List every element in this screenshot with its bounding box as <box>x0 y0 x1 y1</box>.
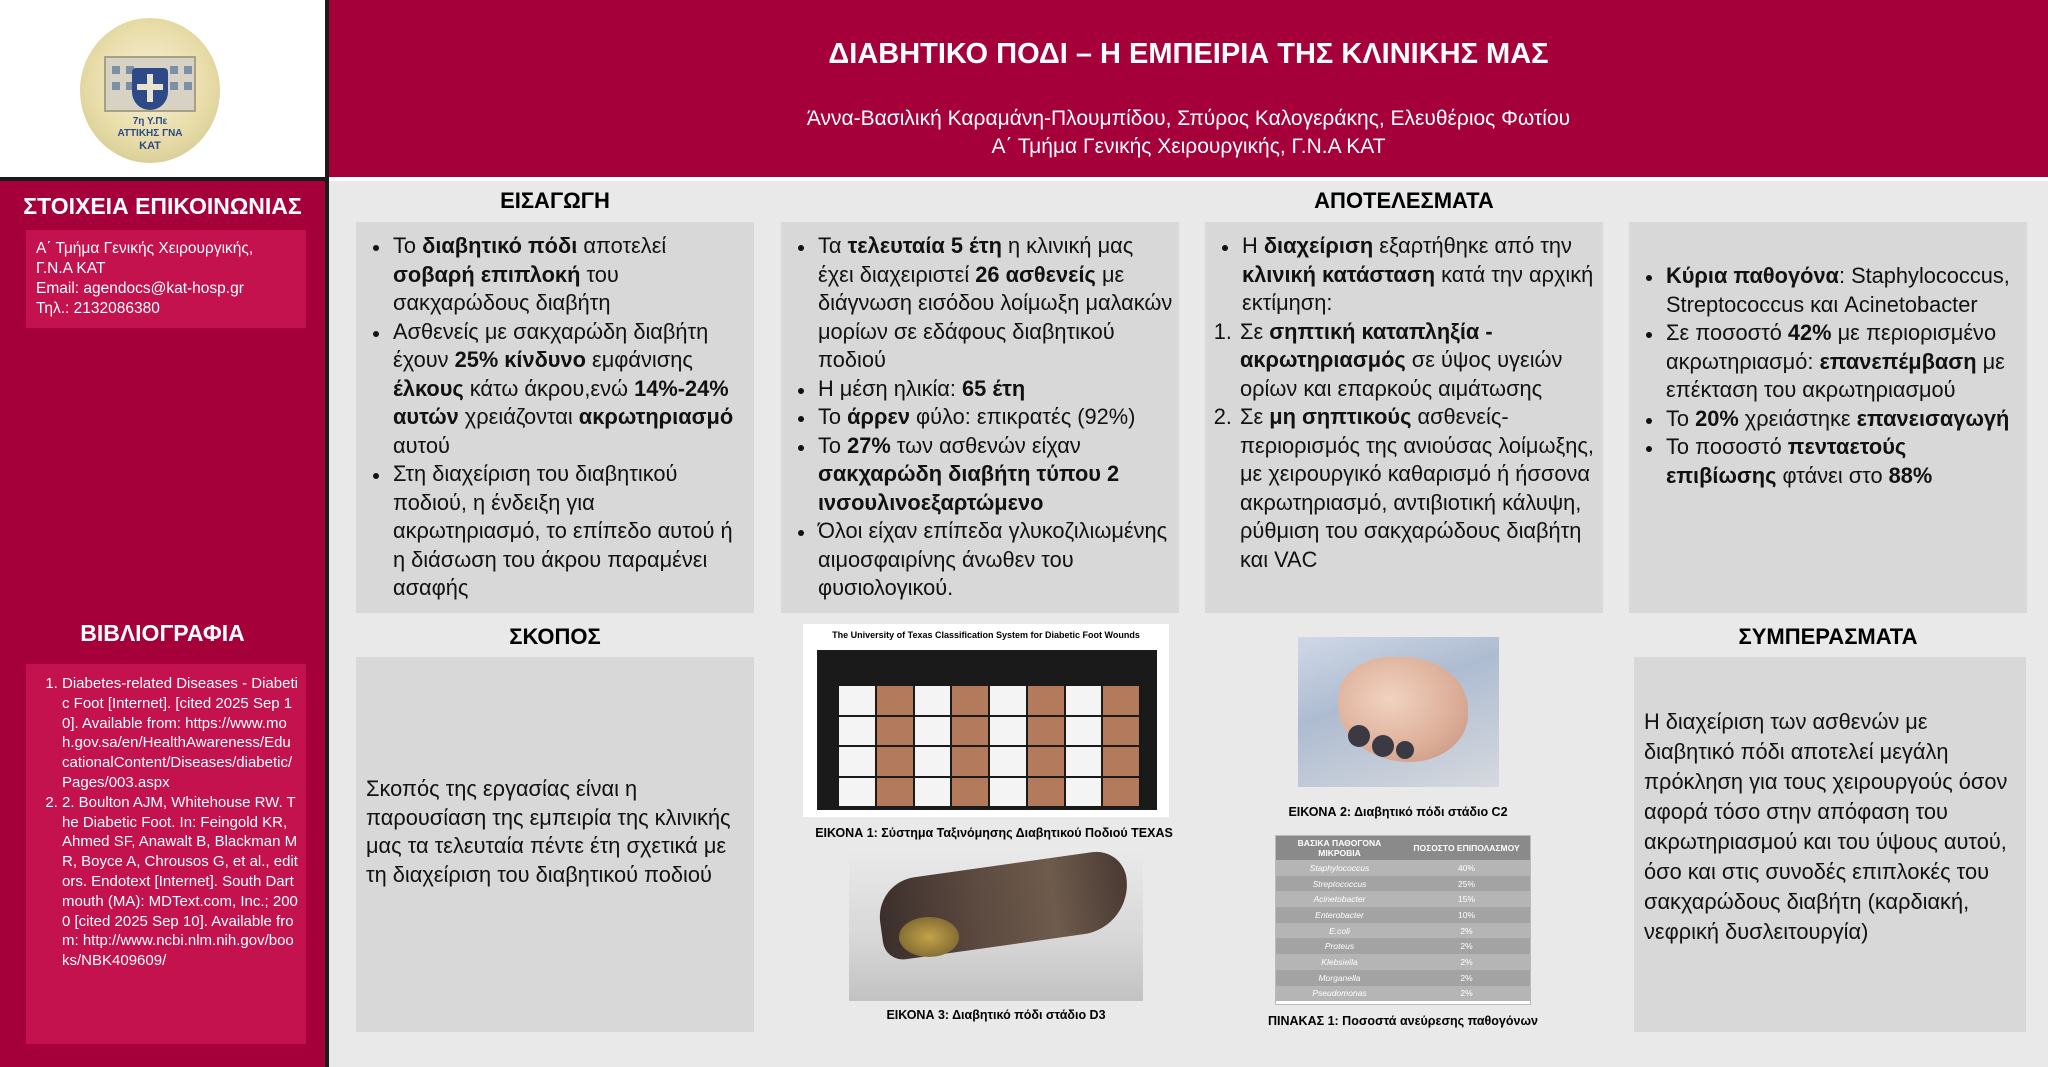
poster-department: Α΄ Τμήμα Γενικής Χειρουργικής, Γ.Ν.Α ΚΑΤ <box>991 135 1386 158</box>
pathogen-name: Klebsiella <box>1321 956 1358 967</box>
contact-heading: ΣΤΟΙΧΕΙΑ ΕΠΙΚΟΙΝΩΝΙΑΣ <box>23 193 302 219</box>
reference-item: 2. 2. Boulton AJM, Whitehouse RW. The Diabetic Foot. In: Feingold KR, Ahmed SF, Anawalt B, Blackman MR, Boyce A, Chrousos G, et al., editors. Endotext [Internet]. South Dartmouth (MA): MDText.com, Inc.; 2000 [cited 2025 Sep 10]. Available from: http://www.ncbi.nlm.nih.gov/books/NBK409609/ <box>62 793 298 971</box>
pathogen-name: Proteus <box>1324 941 1355 952</box>
pathogen-table <box>1275 835 1531 1005</box>
contact-line: Γ.Ν.Α ΚΑΤ <box>36 260 106 277</box>
poster-title: ΔΙΑΒΗΤΙΚΟ ΠΟΔΙ – Η ΕΜΠΕΙΡΙΑ ΤΗΣ ΚΛΙΝΙΚΗΣ ΜΑΣ <box>828 38 1549 70</box>
logo-text-3: ΚΑΤ <box>139 140 161 152</box>
table-row <box>1276 970 1530 986</box>
pathogen-percentage: 40% <box>1457 862 1475 873</box>
pathogen-percentage: 15% <box>1457 894 1475 905</box>
list-item: • Όλοι είχαν επίπεδα γλυκοζιλιωμένης αιμοσφαιρίνης άνωθεν του φυσιολογικού. <box>816 517 1173 603</box>
figure-2-photo <box>1298 637 1499 787</box>
table-row <box>1276 876 1530 892</box>
table-row <box>1276 891 1530 907</box>
table-row <box>1276 860 1530 876</box>
list-item: • Η μέση ηλικία: 65 έτη <box>816 375 1173 404</box>
results-list <box>1205 232 1597 318</box>
pathogen-percentage: 2% <box>1460 925 1473 936</box>
pathogen-percentage: 2% <box>1460 956 1473 967</box>
table-row <box>1276 986 1530 1002</box>
list-item: • Η διαχείριση εξαρτήθηκε από την κλινική κατάσταση κατά την αρχική εκτίμηση: <box>1240 232 1597 318</box>
pathogen-name: Acinetobacter <box>1313 894 1366 905</box>
contact-email: Email: agendocs@kat-hosp.gr <box>36 280 244 297</box>
logo-text-2: ΑΤΤΙΚΗΣ ΓΝΑ <box>117 128 183 139</box>
conclusions-text: Η διαχείριση των ασθενών με διαβητικό πόδι αποτελεί μεγάλη πρόκληση για τους χειρουργούς όσον αφορά τόσο στην απόφαση του ακρωτηριασμού και του ύψους αυτού, όσο και στις συνοδές επιπλοκές του σακχαρώδους διαβήτη (καρδιακή, νεφρική δυσλειτουργία) <box>1644 709 2008 944</box>
aim-text: Σκοπός της εργασίας είναι η παρουσίαση της εμπειρία της κλινικής μας τα τελευταία πέντε έτη σχετικά με τη διαχείριση του διαβητικού ποδιού <box>366 776 731 887</box>
list-item: • Κύρια παθογόνα: Staphylococcus, Streptococcus και Acinetobacter <box>1664 262 2021 319</box>
table-header <box>1276 836 1530 860</box>
table-1-caption: ΠΙΝΑΚΑΣ 1: Ποσοστά ανεύρεσης παθογόνων <box>1268 1014 1538 1028</box>
pathogen-name: Streptococcus <box>1312 878 1367 889</box>
conclusions-title: ΣΥΜΠΕΡΑΣΜΑΤΑ <box>1738 624 1918 649</box>
pathogen-name: E.coli <box>1329 925 1350 936</box>
logo-text-1: 7η Υ.Πε <box>132 116 168 127</box>
intro-list <box>356 232 748 603</box>
methods-panel <box>781 222 1179 613</box>
poster-header <box>329 0 2048 177</box>
figure-3-photo <box>849 847 1143 1001</box>
results-numbered-list <box>1203 318 1597 575</box>
table-row <box>1276 954 1530 970</box>
list-item: • Το άρρεν φύλο: επικρατές (92%) <box>816 403 1173 432</box>
list-item: 1. Σε σηπτική καταπληξία - ακρωτηριασμός σε ύψος υγειών ορίων και επαρκούς αιμάτωσης <box>1238 318 1597 404</box>
list-item: • Στη διαχείριση του διαβητικού ποδιού, η ένδειξη για ακρωτηριασμό, το επίπεδο αυτού ή η διάσωση του άκρου παραμένει ασαφής <box>391 460 748 603</box>
conclusions-panel <box>1634 657 2026 1032</box>
pathogen-percentage: 10% <box>1457 909 1475 920</box>
table-row <box>1276 938 1530 954</box>
pathogen-percentage: 2% <box>1460 941 1473 952</box>
table-header-pathogen: ΒΑΣΙΚΑ ΠΑΘΟΓΟΝΑ ΜΙΚΡΟΒΙΑ <box>1297 838 1382 858</box>
bibliography-box <box>26 664 306 1044</box>
pathogen-name: Pseudomonas <box>1312 988 1367 999</box>
pathogen-name: Morganella <box>1318 972 1361 983</box>
list-item: • Σε ποσοστό 42% με περιορισμένο ακρωτηριασμό: επανεπέμβαση με επέκταση του ακρωτηριασμού <box>1664 319 2021 405</box>
results-panel <box>1205 222 1603 613</box>
bibliography-heading: ΒΙΒΛΙΟΓΡΑΦΙΑ <box>80 620 245 646</box>
pathogen-percentage: 2% <box>1460 972 1473 983</box>
pathogen-name: Enterobacter <box>1315 909 1364 920</box>
intro-title: ΕΙΣΑΓΩΓΗ <box>500 188 610 213</box>
methods-list <box>781 232 1173 603</box>
intro-panel <box>356 222 754 613</box>
figure-1-texas-classification <box>803 624 1169 817</box>
hospital-logo <box>80 18 220 163</box>
contact-box <box>26 230 306 328</box>
list-item: • Το 20% χρειάστηκε επανεισαγωγή <box>1664 405 2021 434</box>
list-item: • Το διαβητικό πόδι αποτελεί σοβαρή επιπλοκή του σακχαρώδους διαβήτη <box>391 232 748 318</box>
results-title: ΑΠΟΤΕΛΕΣΜΑΤΑ <box>1314 188 1494 213</box>
reference-list <box>34 674 298 971</box>
table-header-percentage: ΠΟΣΟΣΤΟ ΕΠΙΠΟΛΑΣΜΟΥ <box>1413 843 1520 853</box>
pathogen-percentage: 25% <box>1457 878 1475 889</box>
poster-authors: Άννα-Βασιλική Καραμάνη-Πλουμπίδου, Σπύρος Καλογεράκης, Ελευθέριος Φωτίου <box>806 107 1571 130</box>
figure-2-caption: ΕΙΚΟΝΑ 2: Διαβητικό πόδι στάδιο C2 <box>1288 805 1508 819</box>
list-item: • Τα τελευταία 5 έτη η κλινική μας έχει διαχειριστεί 26 ασθενείς με διάγνωση εισόδου λοίμωξη μαλακών μορίων σε εδάφους διαβητικού ποδιού <box>816 232 1173 375</box>
logo-shield <box>132 68 168 110</box>
aim-title: ΣΚΟΠΟΣ <box>509 624 601 649</box>
figure-1-inner-title: The University of Texas Classification System for Diabetic Foot Wounds <box>832 630 1140 640</box>
aim-panel <box>356 657 754 1032</box>
list-item: • Το 27% των ασθενών είχαν σακχαρώδη διαβήτη τύπου 2 ινσουλινοεξαρτώμενο <box>816 432 1173 518</box>
list-item: 2. Σε μη σηπτικούς ασθενείς- περιορισμός της ανιούσας λοίμωξης, με χειρουργικό καθαρισμό ή ήσσονα ακρωτηριασμό, αντιβιοτική κάλυψη, ρύθμιση του σακχαρώδους διαβήτη και VAC <box>1238 403 1597 574</box>
results-list-2 <box>1629 262 2021 490</box>
reference-item: 1. Diabetes-related Diseases - Diabetic Foot [Internet]. [cited 2025 Sep 10]. Available from: https://www.moh.gov.sa/en/HealthAwareness/EducationalContent/Diseases/diabetic/Pages/003.aspx <box>62 674 298 793</box>
pathogen-percentage: 2% <box>1460 988 1473 999</box>
top-divider <box>0 177 329 181</box>
list-item: • Το ποσοστό πενταετούς επιβίωσης φτάνει στο 88% <box>1664 433 2021 490</box>
figure-3-caption: ΕΙΚΟΝΑ 3: Διαβητικό πόδι στάδιο D3 <box>886 1008 1106 1022</box>
list-item: • Ασθενείς με σακχαρώδη διαβήτη έχουν 25% κίνδυνο εμφάνισης έλκους κάτω άκρου,ενώ 14%-24% αυτών χρειάζονται ακρωτηριασμό αυτού <box>391 318 748 461</box>
pathogen-name: Staphylococcus <box>1309 862 1370 873</box>
table-row <box>1276 923 1530 939</box>
contact-phone: Τηλ.: 2132086380 <box>36 300 160 317</box>
table-body <box>1276 860 1530 1001</box>
logo-area <box>0 0 325 177</box>
table-row <box>1276 907 1530 923</box>
contact-line: Α΄ Τμήμα Γενικής Χειρουργικής, <box>36 240 254 257</box>
results-panel-2 <box>1629 222 2027 613</box>
figure-1-caption: ΕΙΚΟΝΑ 1: Σύστημα Ταξινόμησης Διαβητικού Ποδιού TEXAS <box>815 826 1173 840</box>
